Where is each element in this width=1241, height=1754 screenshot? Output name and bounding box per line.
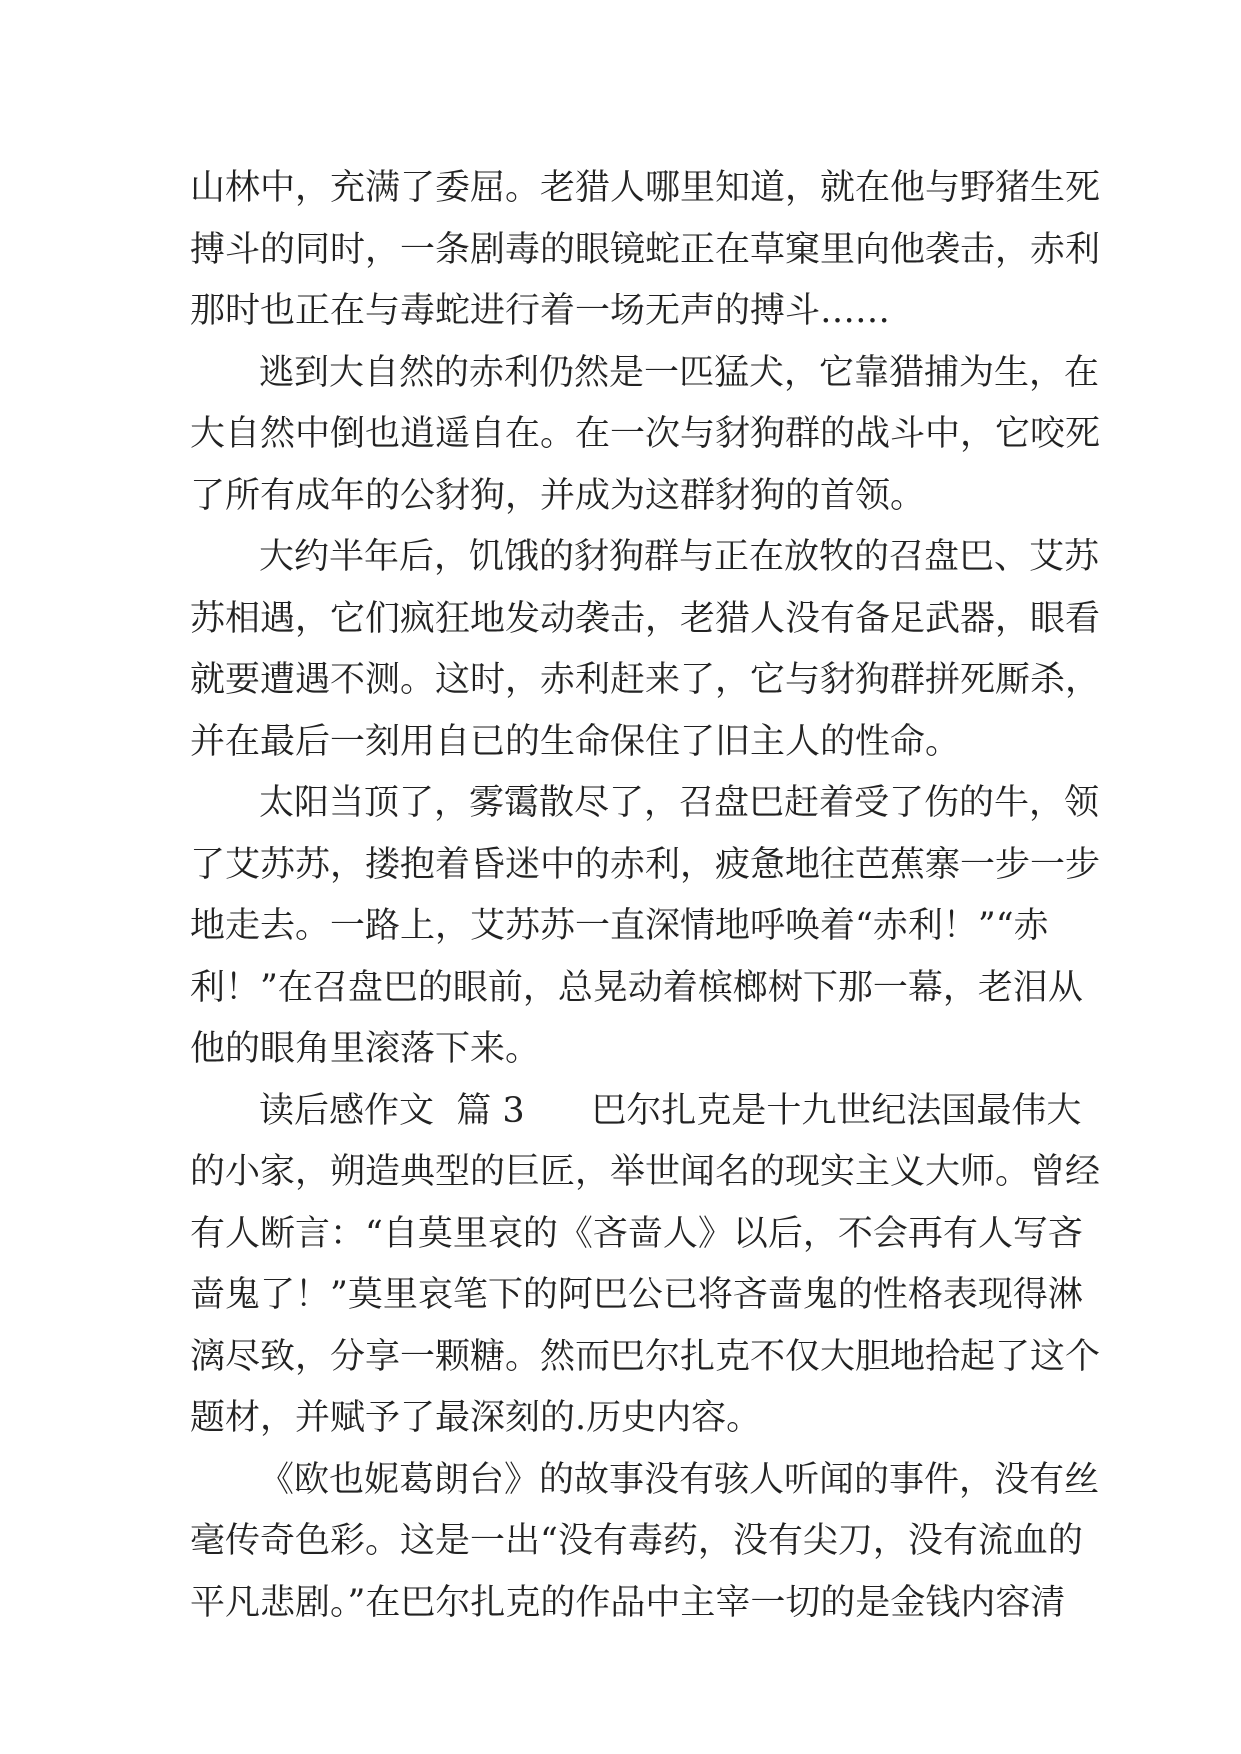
- text-line: 的小家，朔造典型的巨匠，举世闻名的现实主义大师。曾经: [190, 1152, 1101, 1192]
- text-line: 平凡悲剧。”在巴尔扎克的作品中主宰一切的是金钱内容清: [190, 1582, 1066, 1623]
- paragraph-start-line: 逃到大自然的赤利仍然是一匹猛犬，它靠猎捕为生，在: [259, 352, 1100, 393]
- text-line: 题材，并赋予了最深刻的.历史内容。: [190, 1398, 762, 1438]
- text-line: 就要遭遇不测。这时，赤利赶来了，它与豺狗群拼死厮杀，: [190, 660, 1101, 700]
- text-line: 漓尽致，分享一颗糖。然而巴尔扎克不仅大胆地拾起了这个: [190, 1336, 1101, 1377]
- text-line: 毫传奇色彩。这是一出“没有毒药，没有尖刀，没有流血的: [190, 1521, 1083, 1561]
- body-text: [190, 158, 1101, 1634]
- text-line: 他的眼角里滚落下来。: [190, 1029, 541, 1069]
- text-line: 利！”在召盘巴的眼前，总晃动着槟榔树下那一幕，老泪从: [190, 967, 1083, 1008]
- text-line: 山林中，充满了委屈。老猎人哪里知道，就在他与野猪生死: [190, 168, 1101, 208]
- text-line: 并在最后一刻用自已的生命保住了旧主人的性命。: [190, 721, 961, 762]
- text-line: 大自然中倒也逍遥自在。在一次与豺狗群的战斗中，它咬死: [190, 414, 1101, 454]
- text-line: 地走去。一路上，艾苏苏一直深情地呼唤着“赤利！”“赤: [190, 906, 1049, 946]
- text-line: 苏相遇，它们疯狂地发动袭击，老猎人没有备足武器，眼看: [190, 598, 1101, 639]
- paragraph-start-line: 大约半年后，饥饿的豺狗群与正在放牧的召盘巴、艾苏: [259, 537, 1100, 577]
- text-line: 了艾苏苏，搂抱着昏迷中的赤利，疲惫地往芭蕉寨一步一步: [190, 844, 1101, 885]
- paragraph-start-line: 太阳当顶了，雾霭散尽了，召盘巴赶着受了伤的牛，领: [259, 783, 1100, 823]
- text-line: 搏斗的同时，一条剧毒的眼镜蛇正在草窠里向他袭击，赤利: [190, 229, 1101, 270]
- text-line: 那时也正在与毒蛇进行着一场无声的搏斗……: [190, 291, 891, 331]
- paragraph-start-line: 《欧也妮葛朗台》的故事没有骇人听闻的事件，没有丝: [259, 1459, 1100, 1500]
- section-heading-line: 读后感作文 篇 3 巴尔扎克是十九世纪法国最伟大: [259, 1090, 1082, 1131]
- text-line: 有人断言：“自莫里哀的《吝啬人》以后，不会再有人写吝: [190, 1213, 1083, 1254]
- text-line: 啬鬼了！”莫里哀笔下的阿巴公已将吝啬鬼的性格表现得淋: [190, 1275, 1083, 1315]
- text-line: 了所有成年的公豺狗，并成为这群豺狗的首领。: [190, 475, 926, 516]
